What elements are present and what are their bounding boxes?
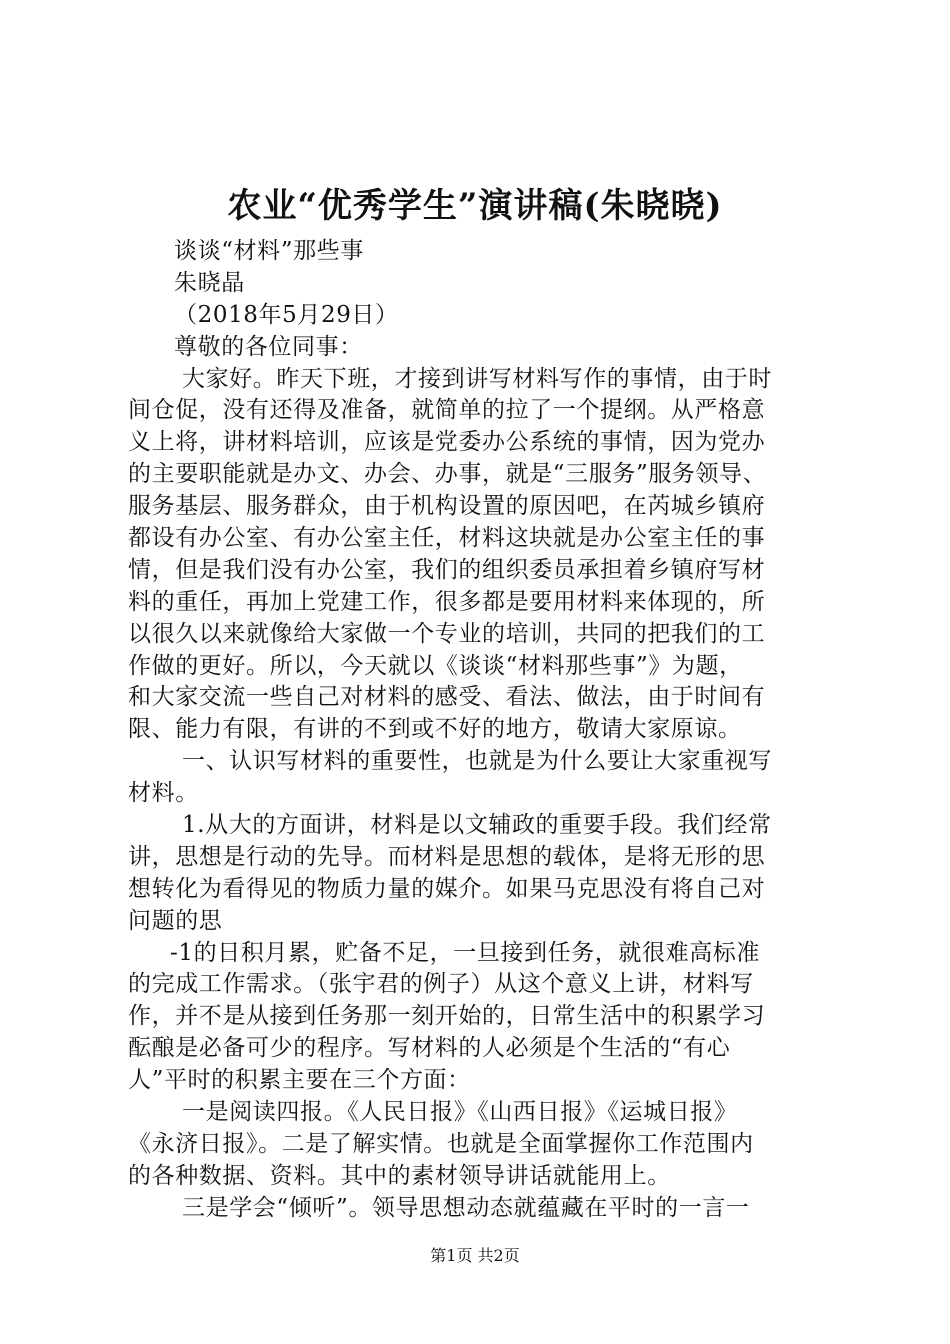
body-line: 都设有办公室、有办公室主任，材料这块就是办公室主任的事 xyxy=(128,525,766,552)
document-title: 农业“优秀学生”演讲稿(朱晓晓) xyxy=(227,186,723,226)
body-line: 人”平时的积累主要在三个方面： xyxy=(128,1067,471,1094)
body-line: （2018年5月29日） xyxy=(174,301,399,328)
body-line: 朱晓晶 xyxy=(174,269,245,296)
body-line: 的各种数据、资料。其中的素材领导讲话就能用上。 xyxy=(128,1162,671,1189)
body-line: 的主要职能就是办文、办会、办事，就是“三服务”服务领导、 xyxy=(128,461,767,488)
body-line: 作做的更好。所以，今天就以《谈谈“材料那些事”》为题， xyxy=(128,652,743,679)
body-line: 间仓促，没有还得及准备，就简单的拉了一个提纲。从严格意 xyxy=(128,397,766,424)
body-line: 尊敬的各位同事： xyxy=(174,333,363,360)
body-line: 一是阅读四报。《人民日报》《山西日报》《运城日报》 xyxy=(182,1099,738,1126)
page-footer: 第1页 共2页 xyxy=(430,1246,520,1265)
body-line: 讲，思想是行动的先导。而材料是思想的载体，是将无形的思 xyxy=(128,843,766,870)
body-line: -1的日积月累，贮备不足，一旦接到任务，就很难高标准 xyxy=(170,939,761,966)
body-line: 谈谈“材料”那些事 xyxy=(174,238,364,264)
body-line: 料的重任，再加上党建工作，很多都是要用材料来体现的，所 xyxy=(128,588,766,615)
body-line: 大家好。昨天下班，才接到讲写材料写作的事情，由于时 xyxy=(182,365,772,392)
body-line: 义上将，讲材料培训，应该是党委办公系统的事情，因为党办 xyxy=(128,429,766,456)
body-line: 服务基层、服务群众，由于机构设置的原因吧，在芮城乡镇府 xyxy=(128,493,766,520)
body-line: 三是学会“倾听”。领导思想动态就蕴藏在平时的一言一 xyxy=(182,1194,750,1221)
body-line: 情，但是我们没有办公室，我们的组织委员承担着乡镇府写材 xyxy=(128,556,766,583)
body-line: 1.从大的方面讲，材料是以文辅政的重要手段。我们经常 xyxy=(182,812,772,839)
body-line: 材料。 xyxy=(128,780,199,807)
body-line: 想转化为看得见的物质力量的媒介。如果马克思没有将自己对 xyxy=(128,875,766,902)
body-line: 《永济日报》。二是了解实情。也就是全面掌握你工作范围内 xyxy=(128,1130,754,1157)
document-body xyxy=(128,236,828,1225)
body-line: 以很久以来就像给大家做一个专业的培训，共同的把我们的工 xyxy=(128,620,766,647)
body-line: 一、认识写材料的重要性，也就是为什么要让大家重视写 xyxy=(182,748,772,775)
body-line: 酝酿是必备可少的程序。写材料的人必须是个生活的“有心 xyxy=(128,1035,731,1062)
body-line: 的完成工作需求。（张宇君的例子）从这个意义上讲，材料写 xyxy=(128,971,754,998)
body-line: 作，并不是从接到任务那一刻开始的，日常生活中的积累学习 xyxy=(128,1003,766,1030)
body-line: 问题的思 xyxy=(128,907,223,934)
body-line: 限、能力有限，有讲的不到或不好的地方，敬请大家原谅。 xyxy=(128,716,742,743)
body-line: 和大家交流一些自己对材料的感受、看法、做法，由于时间有 xyxy=(128,684,766,711)
